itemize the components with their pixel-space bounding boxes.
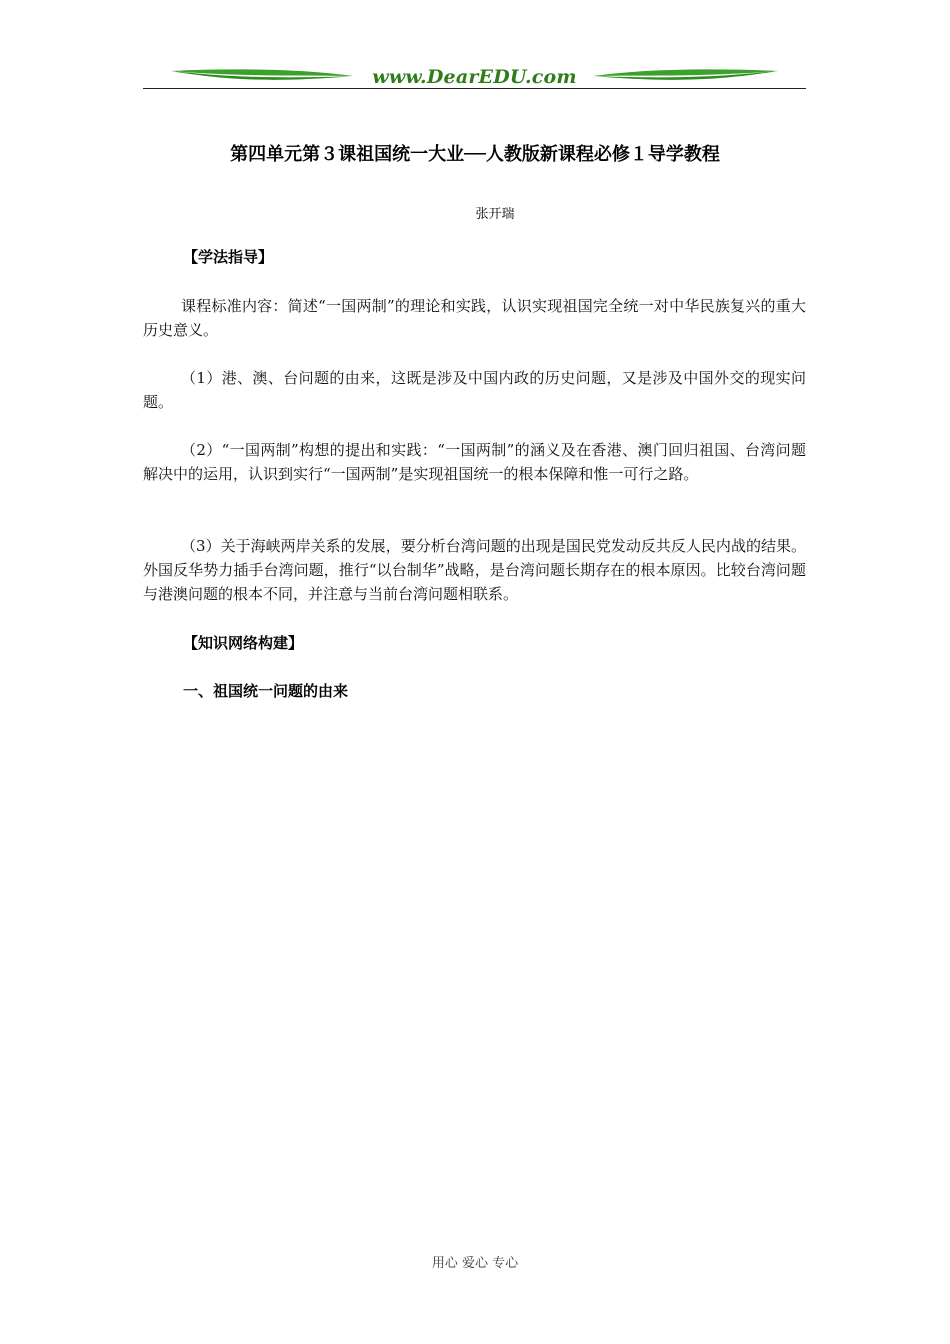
knowledge-network-heading: 【知识网络构建】 (183, 634, 304, 652)
paragraph-point-2: （2）“一国两制”构想的提出和实践：“一国两制”的涵义及在香港、澳门回归祖国、台湾问题解决中的运用，认识到实行“一国两制”是实现祖国统一的根本保障和惟一可行之路。 (143, 441, 806, 483)
section-one-heading: 一、祖国统一问题的由来 (183, 682, 349, 700)
page-footer: 用心 爱心 专心 (431, 1256, 519, 1271)
document-title: 第四单元第３课祖国统一大业──人教版新课程必修１导学教程 (230, 144, 720, 165)
paragraph-point-1: （1）港、澳、台问题的由来，这既是涉及中国内政的历史问题，又是涉及中国外交的现实问题。 (143, 369, 806, 411)
page-header (143, 62, 806, 92)
site-logo-text: www.DearEDU.com (372, 66, 577, 88)
paragraph-point-3: （3）关于海峡两岸关系的发展，要分析台湾问题的出现是国民党发动反共反人民内战的结果。外国反华势力插手台湾问题，推行“以台制华”战略，是台湾问题长期存在的根本原因。比较台湾问题与港澳问题的根本不同，并注意与当前台湾问题相联系。 (143, 537, 806, 603)
study-guide-heading: 【学法指导】 (183, 248, 274, 266)
header-divider (143, 88, 806, 89)
paragraph-curriculum: 课程标准内容：简述“一国两制”的理论和实践，认识实现祖国完全统一对中华民族复兴的重大历史意义。 (143, 297, 806, 339)
author-name: 张开瑞 (475, 207, 515, 222)
